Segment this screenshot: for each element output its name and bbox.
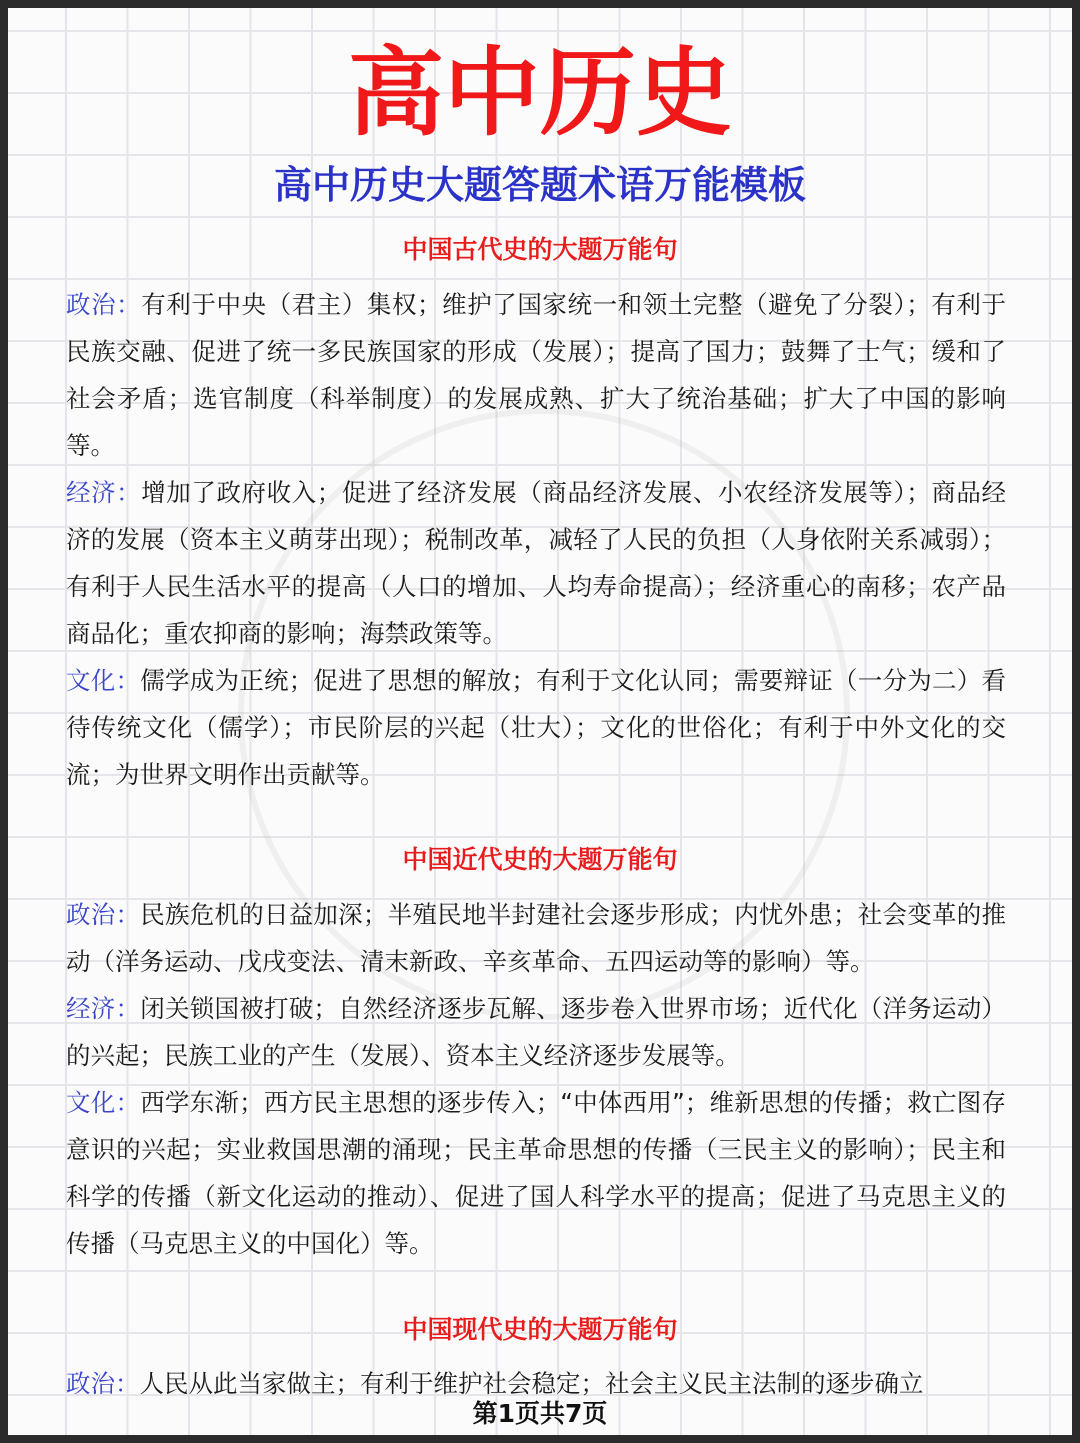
text: 人民从此当家做主；有利于维护社会稳定；社会主义民主法制的逐步确立 xyxy=(139,1369,924,1398)
label: 政治： xyxy=(66,290,142,319)
paragraph-ancient-economy xyxy=(66,469,1006,657)
label: 经济： xyxy=(66,478,142,507)
label: 文化： xyxy=(66,1088,141,1117)
paragraph-ancient-culture xyxy=(66,657,1006,798)
label: 政治： xyxy=(66,1369,140,1398)
label: 经济： xyxy=(66,994,141,1023)
text: 儒学成为正统；促进了思想的解放；有利于文化认同；需要辩证（一分为二）看待传统文化（儒学）；市民阶层的兴起（壮大）；文化的世俗化；有利于中外文化的交流；为世界文明作出贡献等。 xyxy=(66,666,1007,789)
label: 政治： xyxy=(66,900,141,929)
paragraph-ancient-politics xyxy=(66,281,1006,469)
page-number: 第1页共7页 xyxy=(472,1399,608,1428)
text: 有利于中央（君主）集权；维护了国家统一和领土完整（避免了分裂）；有利于民族交融、促进了统一多民族国家的形成（发展）；提高了国力；鼓舞了士气；缓和了社会矛盾；选官制度（科举制度）的发展成熟、扩大了统治基础；扩大了中国的影响等。 xyxy=(66,290,1007,460)
section-heading-ancient: 中国古代史的大题万能句 xyxy=(402,235,678,264)
paragraph-modern-culture xyxy=(66,1079,1006,1267)
paragraph-modern-economy xyxy=(66,985,1006,1079)
text: 闭关锁国被打破；自然经济逐步瓦解、逐步卷入世界市场；近代化（洋务运动）的兴起；民族工业的产生（发展）、资本主义经济逐步发展等。 xyxy=(66,994,1007,1070)
section-heading-contemporary: 中国现代史的大题万能句 xyxy=(402,1315,678,1344)
text: 增加了政府收入；促进了经济发展（商品经济发展、小农经济发展等）；商品经济的发展（资本主义萌芽出现）；税制改革，减轻了人民的负担（人身依附关系减弱）；有利于人民生活水平的提高（人口的增加、人均寿命提高）；经济重心的南移；农产品商品化；重农抑商的影响；海禁政策等。 xyxy=(66,478,1007,648)
paragraph-modern-politics xyxy=(66,891,1006,985)
document-page xyxy=(8,8,1072,1435)
page-title: 高中历史 xyxy=(348,37,732,149)
page-subtitle: 高中历史大题答题术语万能模板 xyxy=(273,163,806,207)
text: 民族危机的日益加深；半殖民地半封建社会逐步形成；内忧外患；社会变革的推动（洋务运动、戊戌变法、清末新政、辛亥革命、五四运动等的影响）等。 xyxy=(66,900,1007,976)
section-heading-modern: 中国近代史的大题万能句 xyxy=(402,845,678,874)
text: 西学东渐；西方民主思想的逐步传入；“中体西用”；维新思想的传播；救亡图存意识的兴起；实业救国思潮的涌现；民主革命思想的传播（三民主义的影响）；民主和科学的传播（新文化运动的推动）、促进了国人科学水平的提高；促进了马克思主义的传播（马克思主义的中国化）等。 xyxy=(66,1088,1007,1258)
label: 文化： xyxy=(66,666,141,695)
